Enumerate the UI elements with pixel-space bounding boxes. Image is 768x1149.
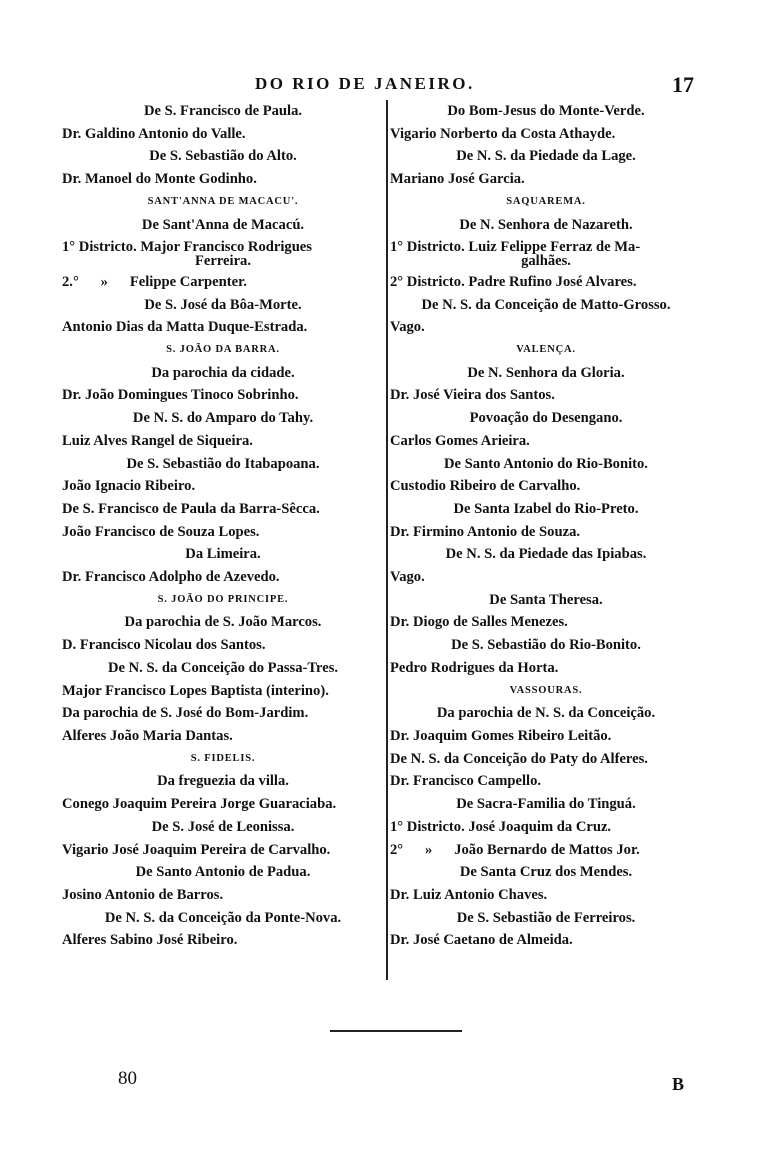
- entry-line: Dr. Firmino Antonio de Souza.: [390, 523, 581, 540]
- section-heading: SANT'ANNA DE MACACU'.: [147, 195, 299, 207]
- parish-line: Da parochia de S. João Marcos.: [124, 614, 322, 631]
- entry-line: Alferes João Maria Dantas.: [62, 727, 233, 744]
- parish-line: Povoação do Desengano.: [469, 410, 623, 427]
- parish-line: De Sant'Anna de Macacú.: [141, 216, 305, 233]
- parish-line: De S. Sebastião do Alto.: [149, 148, 297, 165]
- parish-line: De S. José de Leonissa.: [151, 818, 295, 835]
- entry-line: 1° Districto. Major Francisco Rodrigues: [62, 239, 312, 256]
- parish-line: De N. S. da Conceição do Passa-Tres.: [107, 659, 339, 676]
- entry-line: Dr. José Vieira dos Santos.: [390, 387, 555, 404]
- parish-line: De Santo Antonio do Rio-Bonito.: [444, 455, 648, 472]
- entry-line: João Ignacio Ribeiro.: [62, 478, 196, 495]
- entry-line: Vago.: [390, 569, 425, 586]
- right-column: [390, 100, 702, 952]
- parish-line: Do Bom-Jesus do Monte-Verde.: [447, 103, 645, 119]
- parish-line: De N. S. do Amparo do Tahy.: [132, 410, 314, 427]
- entry-line: 1° Districto. Luiz Felippe Ferraz de Ma-: [390, 239, 641, 256]
- entry-line: Dr. José Caetano de Almeida.: [390, 932, 573, 949]
- entry-line: João Francisco de Souza Lopes.: [62, 523, 260, 540]
- entry-line: galhães.: [521, 252, 571, 269]
- entry-line: Dr. Luiz Antonio Chaves.: [390, 886, 548, 903]
- section-heading: VALENÇA.: [516, 344, 576, 356]
- parish-line: De S. Sebastião do Rio-Bonito.: [451, 637, 641, 654]
- section-heading: S. FIDELIS.: [190, 752, 256, 764]
- entry-line: Vigario Norberto da Costa Athayde.: [390, 125, 616, 142]
- parish-line: Da freguezia da villa.: [157, 773, 289, 790]
- parish-line: De N. Senhora da Gloria.: [467, 364, 625, 381]
- section-heading: SAQUAREMA.: [506, 195, 586, 207]
- entry-line: Major Francisco Lopes Baptista (interino).: [62, 682, 329, 699]
- parish-line: De Santo Antonio de Padua.: [135, 864, 311, 881]
- entry-line: Dr. Diogo de Salles Menezes.: [390, 614, 568, 631]
- parish-line: De Santa Theresa.: [489, 591, 603, 608]
- entry-line: Vago.: [390, 319, 425, 336]
- left-column: [62, 100, 384, 952]
- column-divider: [386, 100, 388, 980]
- page-number: 17: [672, 72, 694, 97]
- entry-line: De N. S. da Conceição do Paty do Alferes.: [390, 750, 648, 767]
- entry-line: 2° » João Bernardo de Mattos Jor.: [390, 841, 640, 858]
- entry-line: Conego Joaquim Pereira Jorge Guaraciaba.: [62, 796, 337, 813]
- parish-line: De Santa Cruz dos Mendes.: [459, 864, 633, 881]
- parish-line: De N. S. da Piedade das Ipiabas.: [445, 546, 647, 563]
- entry-line: Dr. Joaquim Gomes Ribeiro Leitão.: [390, 727, 612, 744]
- entry-line: Dr. Francisco Campello.: [390, 773, 542, 790]
- parish-line: Da Limeira.: [185, 546, 261, 563]
- entry-line: D. Francisco Nicolau dos Santos.: [62, 637, 266, 654]
- entry-line: Dr. Galdino Antonio do Valle.: [62, 125, 246, 142]
- running-title: DO RIO DE JANEIRO.: [255, 74, 475, 93]
- parish-line: De N. S. da Conceição da Ponte-Nova.: [104, 909, 342, 926]
- section-heading: S. JOÃO DO PRINCIPE.: [157, 593, 289, 605]
- entry-line: Custodio Ribeiro de Carvalho.: [390, 478, 581, 495]
- entry-line: Ferreira.: [194, 252, 252, 269]
- section-heading: S. JOÃO DA BARRA.: [166, 344, 280, 356]
- parish-line: De S. Sebastião de Ferreiros.: [456, 909, 636, 926]
- parish-line: De N. S. da Piedade da Lage.: [456, 148, 636, 165]
- entry-line: 1° Districto. José Joaquim da Cruz.: [390, 818, 612, 835]
- parish-line: De S. Francisco de Paula.: [143, 103, 303, 119]
- entry-line: Pedro Rodrigues da Horta.: [390, 659, 559, 676]
- entry-line: Alferes Sabino José Ribeiro.: [62, 932, 238, 949]
- page-header: [0, 70, 768, 100]
- entry-line: Dr. Francisco Adolpho de Azevedo.: [62, 569, 280, 586]
- entry-line: Mariano José Garcia.: [390, 171, 525, 188]
- signature-number: 80: [118, 1068, 137, 1089]
- parish-line: Da parochia da cidade.: [151, 364, 295, 381]
- parish-line: Da parochia de N. S. da Conceição.: [436, 705, 656, 722]
- entry-line: Luiz Alves Rangel de Siqueira.: [62, 432, 253, 449]
- entry-line: Antonio Dias da Matta Duque-Estrada.: [62, 319, 308, 336]
- entry-line: Dr. Manoel do Monte Godinho.: [62, 171, 257, 188]
- parish-line: De N. S. da Conceição de Matto-Grosso.: [421, 296, 671, 313]
- entry-line: Vigario José Joaquim Pereira de Carvalho.: [62, 841, 331, 858]
- signature-letter: B: [672, 1074, 685, 1094]
- entry-line: 2.° » Felippe Carpenter.: [62, 273, 247, 290]
- parish-line: De N. Senhora de Nazareth.: [459, 216, 633, 233]
- parish-line: De Santa Izabel do Rio-Preto.: [453, 500, 639, 517]
- parish-line: De S. Sebastião do Itabapoana.: [126, 455, 320, 472]
- section-heading: VASSOURAS.: [509, 684, 583, 696]
- entry-line: 2° Districto. Padre Rufino José Alvares.: [390, 273, 637, 290]
- footer-rule: [330, 1030, 462, 1032]
- entry-line: De S. Francisco de Paula da Barra-Sêcca.: [62, 500, 320, 517]
- entry-line: Josino Antonio de Barros.: [62, 886, 224, 903]
- parish-line: De Sacra-Familia do Tinguá.: [456, 796, 636, 813]
- entry-line: Carlos Gomes Arieira.: [390, 432, 530, 449]
- entry-line: Dr. João Domingues Tinoco Sobrinho.: [62, 387, 299, 404]
- entry-line: Da parochia de S. José do Bom-Jardim.: [62, 705, 309, 722]
- parish-line: De S. José da Bôa-Morte.: [144, 296, 302, 313]
